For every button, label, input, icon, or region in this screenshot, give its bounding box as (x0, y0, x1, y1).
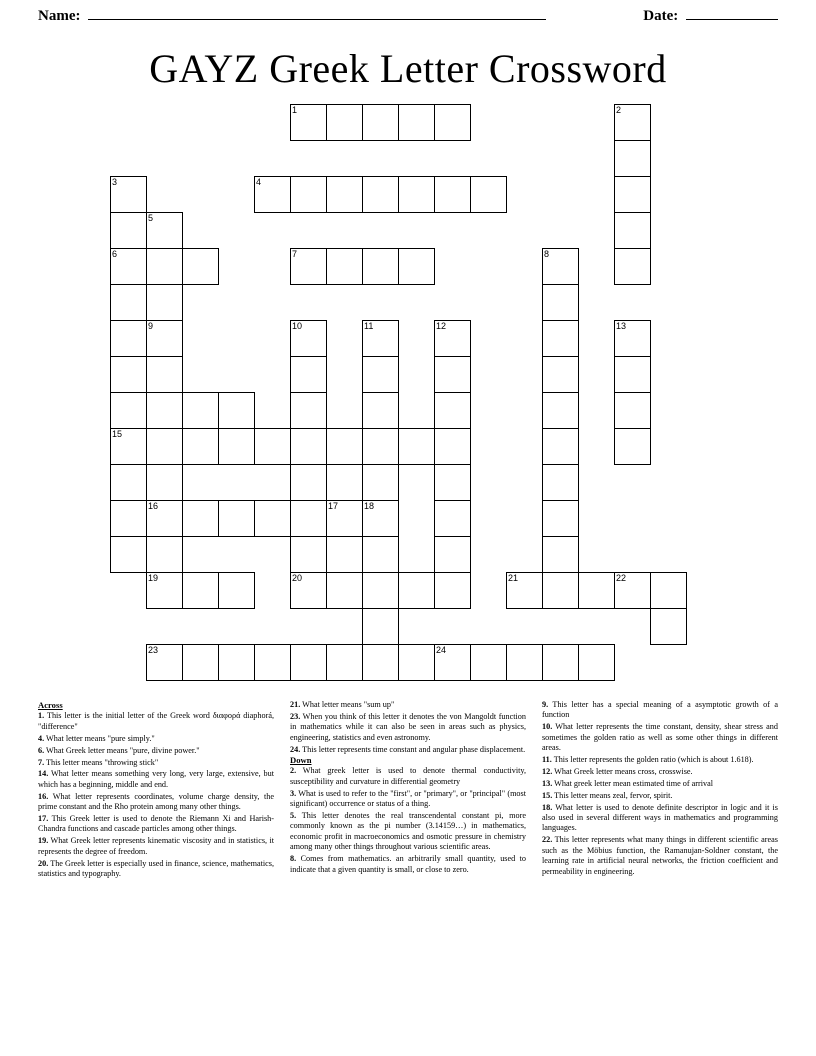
grid-cell[interactable] (290, 572, 327, 609)
grid-cell[interactable] (218, 392, 255, 429)
grid-cell[interactable] (362, 536, 399, 573)
cell-number: 5 (148, 213, 154, 223)
grid-cell[interactable] (650, 608, 687, 645)
clue-number: 24. (290, 744, 301, 754)
cell-number: 10 (292, 321, 303, 331)
grid-cell[interactable] (146, 320, 183, 357)
clue-number: 5. (290, 811, 297, 821)
grid-cell[interactable] (434, 392, 471, 429)
grid-cell[interactable] (542, 392, 579, 429)
grid-cell[interactable] (182, 392, 219, 429)
cell-number: 3 (112, 177, 118, 187)
grid-cell[interactable] (182, 572, 219, 609)
grid-cell[interactable] (254, 644, 291, 681)
across-clue: 20. The Greek letter is especially used in finance, science, mathematics, statistics and typography. (38, 858, 274, 879)
grid-cell[interactable] (362, 464, 399, 501)
grid-cell[interactable] (614, 140, 651, 177)
grid-cell[interactable] (434, 104, 471, 141)
grid-cell[interactable] (614, 392, 651, 429)
clue-number: 17. (38, 814, 49, 824)
grid-cell[interactable] (434, 644, 471, 681)
grid-cell[interactable] (146, 536, 183, 573)
grid-cell[interactable] (146, 572, 183, 609)
grid-cell[interactable] (434, 464, 471, 501)
clue-number: 15. (542, 790, 553, 800)
grid-cell[interactable] (290, 248, 327, 285)
grid-cell[interactable] (542, 644, 579, 681)
clue-number: 14. (38, 769, 49, 779)
grid-cell[interactable] (290, 500, 327, 537)
down-clue: 15. This letter means zeal, fervor, spirit. (542, 790, 673, 800)
cell-number: 24 (436, 645, 447, 655)
cell-number: 9 (148, 321, 154, 331)
cell-number: 16 (148, 501, 159, 511)
across-clue: 19. What Greek letter represents kinematic viscosity and in statistics, it represents the degree of freedom. (38, 836, 274, 856)
name-input-line[interactable] (88, 6, 546, 20)
clue-number: 22. (542, 835, 553, 845)
across-clue: 16. What letter represents coordinates, volume charge density, the prime constant and the Rho protein among many other things. (38, 791, 274, 812)
grid-cell[interactable] (506, 644, 543, 681)
grid-cell[interactable] (614, 176, 651, 213)
clue-number: 21. (290, 700, 301, 709)
cell-number: 4 (256, 177, 262, 187)
grid-cell[interactable] (326, 176, 363, 213)
clue-number: 23. (290, 711, 301, 721)
grid-cell[interactable] (254, 500, 291, 537)
grid-cell[interactable] (434, 176, 471, 213)
grid-cell[interactable] (614, 104, 651, 141)
cell-number: 8 (544, 249, 550, 259)
cell-number: 13 (616, 321, 627, 331)
across-clue: 7. This letter means "throwing stick" (38, 757, 159, 767)
date-input-line[interactable] (686, 6, 778, 20)
grid-cell[interactable] (614, 356, 651, 393)
grid-cell[interactable] (614, 320, 651, 357)
down-clue: 18. What letter is used to denote definite descriptor in logic and it is also used in several different ways in mathematics and programming languages. (542, 802, 778, 833)
grid-cell[interactable] (218, 428, 255, 465)
clue-number: 13. (542, 778, 553, 788)
grid-cell[interactable] (182, 644, 219, 681)
grid-cell[interactable] (542, 428, 579, 465)
down-clue: 5. This letter denotes the real transcendental constant pi, more commonly known as the pi number (3.14159…) in mathematics, economic profit in macroeconomics and osmotic pressure in chemistry among many other things throughout various scientific areas. (290, 811, 526, 852)
clue-number: 4. (38, 733, 45, 743)
clue-number: 16. (38, 791, 49, 801)
grid-cell[interactable] (614, 572, 651, 609)
grid-cell[interactable] (110, 212, 147, 249)
cell-number: 12 (436, 321, 447, 331)
grid-cell[interactable] (398, 248, 435, 285)
crossword-grid[interactable] (38, 104, 778, 694)
cell-number: 7 (292, 249, 298, 259)
grid-cell[interactable] (326, 428, 363, 465)
grid-cell[interactable] (146, 356, 183, 393)
down-clue: 11. This letter represents the golden ratio (which is about 1.618). (542, 755, 754, 765)
down-clue: 3. What is used to refer to the "first", or "primary", or "principal" (most significant) occurrence or status of a thing. (290, 788, 526, 809)
grid-cell[interactable] (110, 284, 147, 321)
grid-cell[interactable] (398, 176, 435, 213)
grid-cell[interactable] (326, 500, 363, 537)
cell-number: 1 (292, 105, 298, 115)
grid-cell[interactable] (218, 500, 255, 537)
cell-number: 23 (148, 645, 159, 655)
down-clue: 12. What Greek letter means cross, crosswise. (542, 766, 693, 776)
across-clue: 21. What letter means "sum up" (290, 700, 395, 709)
down-clue: 13. What greek letter mean estimated time of arrival (542, 778, 714, 788)
clue-number: 6. (38, 745, 45, 755)
grid-cell[interactable] (326, 644, 363, 681)
grid-cell[interactable] (290, 176, 327, 213)
grid-cell[interactable] (470, 644, 507, 681)
grid-cell[interactable] (398, 104, 435, 141)
grid-cell[interactable] (326, 536, 363, 573)
across-clue: 14. What letter means something very long, very large, extensive, but which has a beginning, middle and end. (38, 769, 274, 789)
clue-number: 7. (38, 757, 45, 767)
grid-cell[interactable] (362, 320, 399, 357)
grid-cell[interactable] (362, 644, 399, 681)
down-clue: 2. What greek letter is used to denote thermal conductivity, susceptibility and curvature in differential geometry (290, 766, 526, 786)
grid-cell[interactable] (578, 644, 615, 681)
grid-cell[interactable] (254, 428, 291, 465)
grid-cell[interactable] (542, 284, 579, 321)
header-row (38, 0, 778, 25)
clue-number: 19. (38, 836, 49, 846)
clue-number: 12. (542, 766, 553, 776)
grid-cell[interactable] (182, 500, 219, 537)
grid-cell[interactable] (434, 428, 471, 465)
across-clue: 1. This letter is the initial letter of the Greek word διαφορά diaphorá, "difference" (38, 711, 274, 731)
down-clue: 8. Comes from mathematics. an arbitrarily small quantity, used to indicate that a given quantity is small, or close to zero. (290, 854, 526, 874)
grid-cell[interactable] (146, 644, 183, 681)
across-clue: 24. This letter represents time constant and angular phase displacement. (290, 744, 526, 754)
grid-cell[interactable] (542, 464, 579, 501)
across-clue: 23. When you think of this letter it denotes the von Mangoldt function in mathematics while it can also be seen in areas such as physics, engineering, statistics and even astronomy. (290, 711, 526, 742)
grid-cell[interactable] (146, 500, 183, 537)
grid-cell[interactable] (290, 392, 327, 429)
cell-number: 21 (508, 573, 519, 583)
grid-cell[interactable] (362, 356, 399, 393)
grid-cell[interactable] (542, 536, 579, 573)
cell-number: 6 (112, 249, 118, 259)
clue-number: 20. (38, 858, 49, 868)
grid-cell[interactable] (182, 428, 219, 465)
clue-number: 8. (290, 854, 297, 864)
date-label: Date: (643, 8, 682, 24)
grid-cell[interactable] (110, 500, 147, 537)
grid-cell[interactable] (290, 356, 327, 393)
grid-cell[interactable] (218, 644, 255, 681)
cell-number: 2 (616, 105, 622, 115)
grid-cell[interactable] (110, 356, 147, 393)
clue-number: 1. (38, 711, 45, 721)
cell-number: 11 (364, 321, 374, 331)
grid-cell[interactable] (542, 572, 579, 609)
cell-number: 15 (112, 429, 123, 439)
grid-cell[interactable] (218, 572, 255, 609)
grid-cell[interactable] (542, 320, 579, 357)
grid-cell[interactable] (434, 572, 471, 609)
clue-number: 3. (290, 788, 297, 798)
grid-cell[interactable] (146, 212, 183, 249)
down-clue: 9. This letter has a special meaning of a asymptotic growth of a function (542, 700, 778, 720)
grid-cell[interactable] (470, 176, 507, 213)
cell-number: 18 (364, 501, 375, 511)
grid-cell[interactable] (362, 392, 399, 429)
grid-cell[interactable] (542, 500, 579, 537)
grid-cell[interactable] (362, 500, 399, 537)
grid-cell[interactable] (362, 608, 399, 645)
grid-cell[interactable] (146, 284, 183, 321)
name-label: Name: (38, 8, 85, 24)
grid-cell[interactable] (578, 572, 615, 609)
grid-cell[interactable] (110, 392, 147, 429)
grid-cell[interactable] (362, 248, 399, 285)
grid-cell[interactable] (326, 248, 363, 285)
down-heading: Down (290, 755, 312, 766)
grid-cell[interactable] (326, 104, 363, 141)
cell-number: 20 (292, 573, 303, 583)
grid-cell[interactable] (434, 356, 471, 393)
clue-number: 2. (290, 766, 297, 776)
grid-cell[interactable] (614, 248, 651, 285)
grid-cell[interactable] (110, 248, 147, 285)
grid-cell[interactable] (614, 428, 651, 465)
clue-number: 9. (542, 700, 549, 709)
grid-cell[interactable] (110, 428, 147, 465)
grid-cell[interactable] (542, 248, 579, 285)
down-clue: 10. What letter represents the time constant, density, shear stress and sometimes the golden ratio as well as some other things in different areas. (542, 722, 778, 753)
grid-cell[interactable] (182, 248, 219, 285)
grid-cell[interactable] (146, 464, 183, 501)
clue-number: 10. (542, 722, 553, 732)
grid-cell[interactable] (362, 572, 399, 609)
page-title: GAYZ Greek Letter Crossword (149, 46, 667, 91)
grid-cell[interactable] (362, 428, 399, 465)
grid-cell[interactable] (650, 572, 687, 609)
grid-cell[interactable] (110, 176, 147, 213)
across-clue: 4. What letter means "pure simply." (38, 733, 155, 743)
grid-cell[interactable] (146, 428, 183, 465)
grid-cell[interactable] (398, 572, 435, 609)
grid-cell[interactable] (326, 572, 363, 609)
cell-number: 22 (616, 573, 627, 583)
grid-cell[interactable] (362, 104, 399, 141)
grid-cell[interactable] (146, 248, 183, 285)
cell-number: 17 (328, 501, 339, 511)
grid-cell[interactable] (110, 320, 147, 357)
clue-number: 18. (542, 802, 553, 812)
grid-cell[interactable] (110, 536, 147, 573)
grid-cell[interactable] (290, 104, 327, 141)
down-clue: 22. This letter represents what many things in different scientific areas such as the Möbius function, the Ramanujan-Soldner constant, the learning rate in artificial neural networks, the friction coefficient and permeability in engineering. (542, 835, 778, 876)
grid-cell[interactable] (290, 644, 327, 681)
grid-cell[interactable] (506, 572, 543, 609)
grid-cell[interactable] (146, 392, 183, 429)
grid-cell[interactable] (434, 536, 471, 573)
grid-cell[interactable] (398, 644, 435, 681)
grid-cell[interactable] (362, 176, 399, 213)
grid-cell[interactable] (290, 320, 327, 357)
grid-cell[interactable] (542, 356, 579, 393)
across-clue: 17. This Greek letter is used to denote the Riemann Xi and Harish-Chandra functions and cascade particles among other things. (38, 814, 274, 834)
clue-number: 11. (542, 755, 552, 765)
grid-cell[interactable] (434, 320, 471, 357)
grid-cell[interactable] (434, 500, 471, 537)
clues-section (38, 700, 778, 880)
grid-cell[interactable] (290, 428, 327, 465)
grid-cell[interactable] (290, 536, 327, 573)
grid-cell[interactable] (110, 464, 147, 501)
across-heading: Across (38, 700, 63, 710)
grid-cell[interactable] (290, 464, 327, 501)
grid-cell[interactable] (398, 428, 435, 465)
across-clue: 6. What Greek letter means "pure, divine power." (38, 745, 200, 755)
grid-cell[interactable] (254, 176, 291, 213)
grid-cell[interactable] (614, 212, 651, 249)
cell-number: 19 (148, 573, 159, 583)
